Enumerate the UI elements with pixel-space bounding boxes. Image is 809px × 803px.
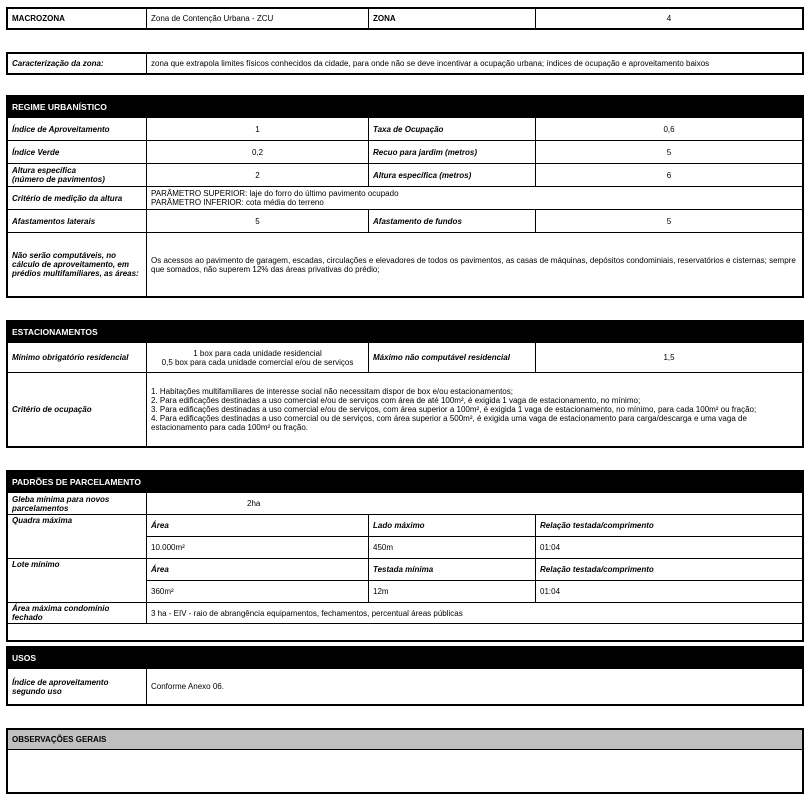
- regime-urbanistico-block: [6, 95, 804, 298]
- alt-m-label: Altura específica (metros): [369, 164, 536, 187]
- observacoes-title: OBSERVAÇÕES GERAIS: [8, 730, 803, 750]
- ia-label: Índice de Aproveitamento: [8, 118, 147, 141]
- gleba-value: 2ha: [147, 493, 803, 515]
- lote-label: Lote mínimo: [8, 559, 147, 603]
- caracterizacao-block: [6, 52, 804, 75]
- lote-testada-value: 12m: [369, 581, 536, 603]
- criterio-item: 4. Para edificações destinadas a uso comercial ou de serviços, com área superior a 500m², é exigida uma vaga de estacionamento para carga/descarga e uma vaga de estacionamento para cada 100m² ou fração.: [151, 414, 747, 432]
- criterio-altura-label: Critério de medição da altura: [8, 187, 147, 210]
- alt-pav-label: [8, 164, 147, 187]
- parcelamento-block: [6, 470, 804, 642]
- maximo-nao-computavel-value: 1,5: [536, 343, 803, 373]
- alt-m-value: 6: [536, 164, 803, 187]
- observacoes-block: [6, 728, 804, 794]
- quadra-relacao-value: 01:04: [536, 537, 803, 559]
- afastamentos-laterais-label: Afastamentos laterais: [8, 210, 147, 233]
- quadra-relacao-header: Relação testada/comprimento: [536, 515, 803, 537]
- afastamentos-laterais-value: 5: [147, 210, 369, 233]
- recuo-label: Recuo para jardim (metros): [369, 141, 536, 164]
- minimo-comercial: 0,5 box para cada unidade comercial e/ou de serviços: [161, 357, 354, 367]
- lote-relacao-header: Relação testada/comprimento: [536, 559, 803, 581]
- minimo-obrigatorio-value: [147, 343, 369, 373]
- criterio-ocupacao-label: Critério de ocupação: [8, 373, 147, 447]
- zona-label: ZONA: [369, 9, 536, 29]
- regime-title: REGIME URBANÍSTICO: [8, 97, 803, 118]
- usos-value: Conforme Anexo 06.: [147, 669, 803, 705]
- condominio-label: Área máxima condomínio fechado: [8, 603, 147, 624]
- nao-computaveis-value: Os acessos ao pavimento de garagem, escadas, circulações e elevadores de todos os pavimentos, as casas de máquinas, depósitos condominiais, reservatórios e cisternas; sempre que somados, não superem 12% das áreas privativas do prédio;: [147, 233, 803, 297]
- criterio-item: 1. Habitações multifamiliares de interesse social não necessitam dispor de box e/ou estacionamentos;: [151, 387, 513, 396]
- alt-pav-value: 2: [147, 164, 369, 187]
- iv-label: Índice Verde: [8, 141, 147, 164]
- quadra-label: Quadra máxima: [8, 515, 147, 559]
- estacionamentos-block: [6, 320, 804, 448]
- observacoes-content: [8, 750, 803, 793]
- maximo-nao-computavel-label: Máximo não computável residencial: [369, 343, 536, 373]
- iv-value: 0,2: [147, 141, 369, 164]
- criterio-ocupacao-value: [147, 373, 803, 447]
- lote-area-value: 360m²: [147, 581, 369, 603]
- usos-label: Índice de aproveitamento segundo uso: [8, 669, 147, 705]
- alt-pav-label-line1: Altura específica: [12, 166, 77, 175]
- zona-value: 4: [536, 9, 803, 29]
- estacionamentos-title: ESTACIONAMENTOS: [8, 322, 803, 343]
- parcelamento-blank-row: [8, 624, 803, 641]
- afastamento-fundos-value: 5: [536, 210, 803, 233]
- to-label: Taxa de Ocupação: [369, 118, 536, 141]
- lote-relacao-value: 01:04: [536, 581, 803, 603]
- minimo-obrigatorio-label: Mínimo obrigatório residencial: [8, 343, 147, 373]
- quadra-area-header: Área: [147, 515, 369, 537]
- criterio-item: 2. Para edificações destinadas a uso comercial e/ou de serviços com área de até 100m², é exigida 1 vaga de estacionamento, no mínimo;: [151, 396, 641, 405]
- criterio-item: 3. Para edificações destinadas a uso comercial e/ou de serviços, com área superior a 100m², é exigida 1 vaga de estacionamento, no mínimo, para cada 100m² ou fração;: [151, 405, 757, 414]
- ia-value: 1: [147, 118, 369, 141]
- alt-pav-label-line2: (número de pavimentos): [12, 175, 105, 184]
- afastamento-fundos-label: Afastamento de fundos: [369, 210, 536, 233]
- usos-block: [6, 646, 804, 706]
- quadra-area-value: 10.000m²: [147, 537, 369, 559]
- nao-computaveis-label: Não serão computáveis, no cálculo de aproveitamento, em prédios multifamiliares, as áreas:: [8, 233, 147, 297]
- gleba-label: Gleba mínima para novos parcelamentos: [8, 493, 147, 515]
- to-value: 0,6: [536, 118, 803, 141]
- usos-title: USOS: [8, 648, 803, 669]
- macrozona-block: [6, 7, 804, 30]
- criterio-inferior: PARÂMETRO INFERIOR: cota média do terreno: [151, 198, 324, 207]
- parcelamento-title: PADRÕES DE PARCELAMENTO: [8, 472, 803, 493]
- caracterizacao-label: Caracterização da zona:: [8, 54, 147, 74]
- criterio-altura-value: [147, 187, 803, 210]
- minimo-residencial: 1 box para cada unidade residencial: [193, 348, 322, 358]
- lote-area-header: Área: [147, 559, 369, 581]
- macrozona-label: MACROZONA: [8, 9, 147, 29]
- quadra-lado-value: 450m: [369, 537, 536, 559]
- criterio-superior: PARÂMETRO SUPERIOR: laje do forro do último pavimento ocupado: [151, 189, 399, 198]
- lote-testada-header: Testada mínima: [369, 559, 536, 581]
- caracterizacao-value: zona que extrapola limites físicos conhecidos da cidade, para onde não se deve incentivar a ocupação urbana; índices de ocupação e aproveitamento baixos: [147, 54, 803, 74]
- quadra-lado-header: Lado máximo: [369, 515, 536, 537]
- macrozona-value: Zona de Contenção Urbana - ZCU: [147, 9, 369, 29]
- recuo-value: 5: [536, 141, 803, 164]
- condominio-value: 3 ha - EIV - raio de abrangência equipamentos, fechamentos, percentual áreas públicas: [147, 603, 803, 624]
